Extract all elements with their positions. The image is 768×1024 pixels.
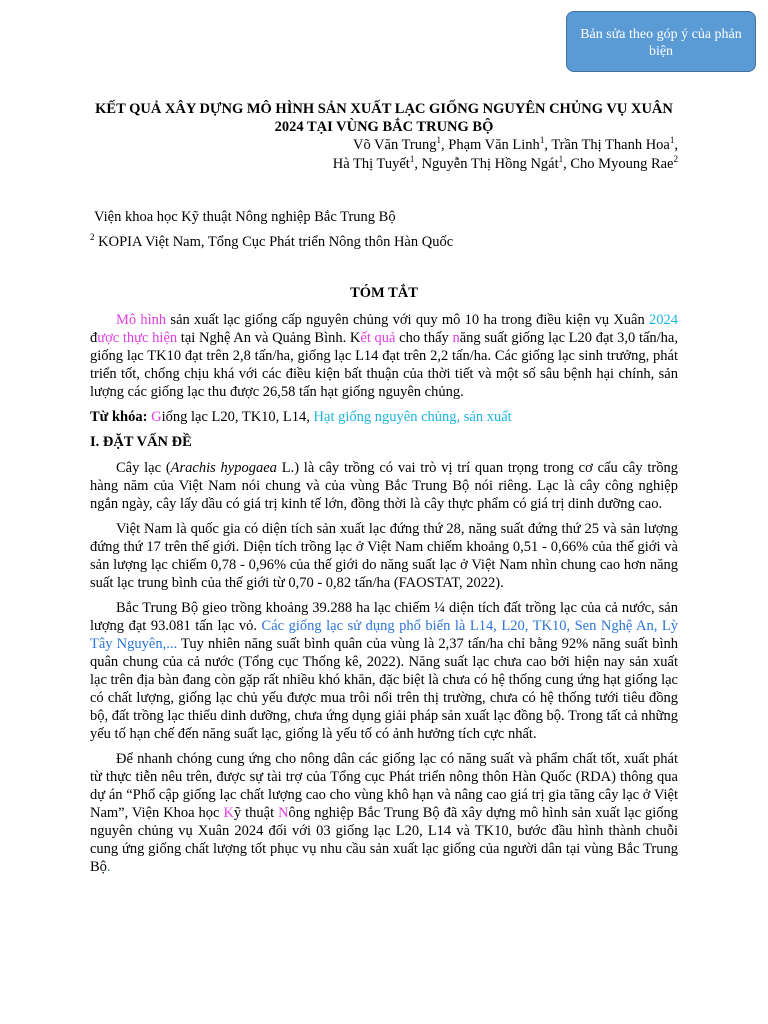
reviewer-comment-box[interactable]: [566, 11, 756, 72]
body-text: Bắc Trung Bộ gieo trồng khoảng 39.288 ha lạc chiếm ¼ diện tích đất trồng lạc của cả nước, sản lượng đạt 93.081 tấn lạc vỏ.: [90, 600, 678, 634]
body-paragraph: [90, 459, 678, 513]
tracked-edit: G: [151, 409, 162, 425]
reviewer-comment-text: Bản sửa theo góp ý của phản biện: [580, 27, 742, 59]
paper-body: [90, 311, 678, 883]
tracked-edit: 2024: [649, 312, 678, 328]
author-affiliation-mark: 1: [539, 135, 545, 146]
tracked-edit: ết quả: [360, 330, 396, 346]
keywords-line: [90, 408, 678, 426]
tracked-edit: Các giống lạc sử dụng phổ biến là L14, L20, TK10, Sen Nghệ An, Lỳ Tây Nguyên,...: [90, 618, 678, 652]
affiliation-mark: 2: [90, 232, 95, 243]
author-name: Nguyễn Thị Hồng Ngát: [421, 156, 559, 172]
body-text: Cây lạc (: [116, 460, 171, 476]
abstract-text: cho thấy: [395, 330, 453, 346]
body-paragraph: [90, 750, 678, 876]
author-separator: ,: [563, 156, 571, 172]
paper-title: KẾT QUẢ XÂY DỰNG MÔ HÌNH SẢN XUẤT LẠC GIỐNG NGUYÊN CHỦNG VỤ XUÂN 2024 TẠI VÙNG BẮC TRUNG BỘ: [95, 101, 673, 135]
author-list: [250, 136, 678, 174]
author-affiliation-mark: 1: [558, 154, 564, 165]
abstract-text: ăng suất giống lạc L20 đạt 3,0 tấn/ha, giống lạc TK10 đạt trên 2,8 tấn/ha, giống lạc L14 đạt trên 2,2 tấn/ha. Các giống lạc sinh trưởng, phát triển tốt, chống chịu khá với các điều kiện bất thuận của thời tiết và một số sâu bệnh hại chính, sản lượng các giống lạc thu được 26,58 tấn hạt giống nguyên chủng.: [90, 330, 678, 400]
body-paragraph: Việt Nam là quốc gia có diện tích sản xuất lạc đứng thứ 28, năng suất đứng thứ 25 và sản lượng đứng thứ 17 trên thế giới. Diện tích trồng lạc ở Việt Nam chiếm khoảng 0,51 - 0,66% của thế giới và sản lượng lạc chiếm 0,78 - 0,96% của thế giới do năng suất lạc ở Việt Nam nhìn chung cao hơn năng suất lạc trung bình của thế giới từ 0,70 - 0,82 tấn/ha (FAOSTAT, 2022).: [90, 521, 678, 591]
abstract-text: đ: [90, 330, 98, 346]
author-name: Trần Thị Thanh Hoa: [551, 137, 670, 153]
author-separator: ,: [544, 137, 552, 153]
tracked-edit: Hạt giống nguyên chủng, sản xuất: [313, 409, 512, 425]
tracked-edit: N: [278, 805, 289, 821]
abstract-heading: TÓM TẮT: [350, 285, 418, 301]
author-name: Hà Thị Tuyết: [332, 156, 410, 172]
author-separator: ,: [674, 137, 678, 153]
body-text: Tuy nhiên năng suất bình quân của vùng là 2,37 tấn/ha chỉ bằng 92% năng suất bình quân chung của cả nước (Tổng cục Thống kê, 2022). Năng suất lạc chưa cao bởi hiện nay sản xuất lạc trên địa bàn đang còn gặp rất nhiều khó khăn, đặc biệt là chưa có hệ thống cung ứng hạt giống lạc có chất lượng, giống lạc chủ yếu được mua trôi nổi trên thị trường, chưa có hệ thống tưới tiêu đồng bộ, đất trồng lạc thiếu dinh dưỡng, chưa ứng dụng giải pháp sản xuất lạc đồng bộ. Trong tất cả những yếu tố hạn chế đến năng suất lạc, giống là yếu tố có ảnh hưởng tích cực nhất.: [90, 636, 678, 742]
author-affiliation-mark: 1: [409, 154, 415, 165]
affiliation-1: Viện khoa học Kỹ thuật Nông nghiệp Bắc Trung Bộ: [94, 209, 396, 225]
author-name: Cho Myoung Rae: [570, 156, 674, 172]
tracked-edit: n: [452, 330, 460, 346]
body-text: ông nghiệp Bắc Trung Bộ đã xây dựng mô hình sản xuất lạc giống nguyên chủng vụ Xuân 2024 đối với 03 giống lạc L20, L14 và TK10, bước đầu hình thành chuỗi cung ứng giống chất lượng tốt phục vụ nhu cầu sản xuất lạc giống của người dân tại vùng Bắc Trung Bộ: [90, 805, 678, 875]
species-name: Arachis hypogaea: [170, 460, 277, 476]
affiliation-2-text: KOPIA Việt Nam, Tổng Cục Phát triển Nông thôn Hàn Quốc: [94, 234, 454, 250]
author-separator: ,: [441, 137, 449, 153]
section-heading: I. ĐẶT VẤN ĐỀ: [90, 434, 192, 450]
keywords-label: Từ khóa:: [90, 409, 152, 425]
author-name: Võ Văn Trung: [352, 137, 437, 153]
tracked-edit: .: [106, 859, 111, 875]
abstract-paragraph: [90, 311, 678, 401]
author-affiliation-mark: 1: [436, 135, 441, 146]
affiliation-2: [90, 233, 453, 251]
author-separator: ,: [414, 156, 422, 172]
author-name: Phạm Văn Linh: [448, 137, 540, 153]
body-paragraph: [90, 599, 678, 743]
author-affiliation-mark: 2: [673, 154, 678, 165]
abstract-text: sản xuất lạc giống cấp nguyên chủng với quy mô 10 ha trong điều kiện vụ Xuân: [166, 312, 649, 328]
keywords-text: iống lạc L20, TK10, L14,: [161, 409, 314, 425]
body-text: L.) là cây trồng có vai trò vị trí quan trọng trong cơ cấu cây trồng hàng năm của Việt Nam nói chung và của vùng Bắc Trung Bộ nói riêng. Lạc là cây công nghiệp ngắn ngày, cây lấy dầu có giá trị kinh tế lớn, đồng thời là cây thực phẩm có giá trị dinh dưỡng cao.: [90, 460, 678, 512]
body-text: Để nhanh chóng cung ứng cho nông dân các giống lạc có năng suất và phẩm chất tốt, xuất phát từ thực tiễn nêu trên, được sự tài trợ của Tổng cục Phát triển nông thôn Hàn Quốc (RDA) thông qua dự án “Phổ cập giống lạc chất lượng cao cho vùng khô hạn và nâng cao giá trị gia tăng cây lạc ở Việt Nam”, Viện Khoa học: [90, 751, 678, 821]
author-affiliation-mark: 1: [669, 135, 675, 146]
abstract-text: tại Nghệ An và Quảng Bình. K: [177, 330, 361, 346]
tracked-edit: K: [223, 805, 234, 821]
tracked-edit: ược thực hiện: [97, 330, 178, 346]
body-text: ỹ thuật: [233, 805, 279, 821]
tracked-edit: Mô hình: [116, 312, 167, 328]
